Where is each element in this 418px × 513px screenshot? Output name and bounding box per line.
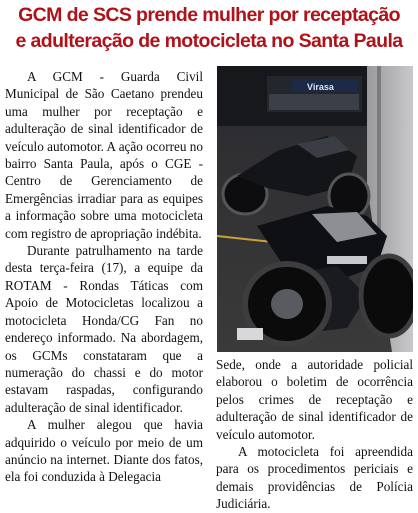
storefront-sign: Virasa: [307, 82, 334, 92]
motorcycles-photo: [217, 66, 413, 352]
article-paragraph-1: A GCM - Guarda Civil Municipal de São Caetano prendeu uma mulher por receptação e adulteração de sinal identificador de veículo automotor. A ação ocorreu no bairro Santa Paula, após o CGE - Centro de Gerenciamento de Emergências irradiar para as equipes a informação sobre uma motocicleta com registro de apropriação indébita.: [5, 69, 203, 241]
headline-line-2: e adulteração de motocicleta no Santa Paula: [15, 30, 403, 52]
article-paragraph-5: A motocicleta foi apreendida para os procedimentos periciais e demais providências de Polícia Judiciária.: [216, 444, 413, 512]
article-right-column: [216, 356, 413, 513]
article-paragraph-4: Sede, onde a autoridade policial elaborou o boletim de ocorrência pelos crimes de receptação e adulteração de sinal identificador de veículo automotor.: [216, 357, 413, 442]
article-paragraph-3: A mulher alegou que havia adquirido o veículo por meio de um anúncio na internet. Diante dos fatos, ela foi conduzida à Delegacia: [5, 417, 203, 485]
headline-line-1: GCM de SCS prende mulher por receptação: [18, 4, 400, 26]
article-left-column: [5, 68, 203, 486]
headline: [0, 2, 418, 54]
article-paragraph-2: Durante patrulhamento na tarde desta terça-feira (17), a equipe da ROTAM - Rondas Táticas com Apoio de Motocicletas localizou a motocicleta Honda/CG Fan no endereço informado. Na abordagem, os GCMs constataram que a numeração do chassi e do motor estavam raspadas, configurando adulteração de sinal identificador.: [5, 243, 203, 415]
